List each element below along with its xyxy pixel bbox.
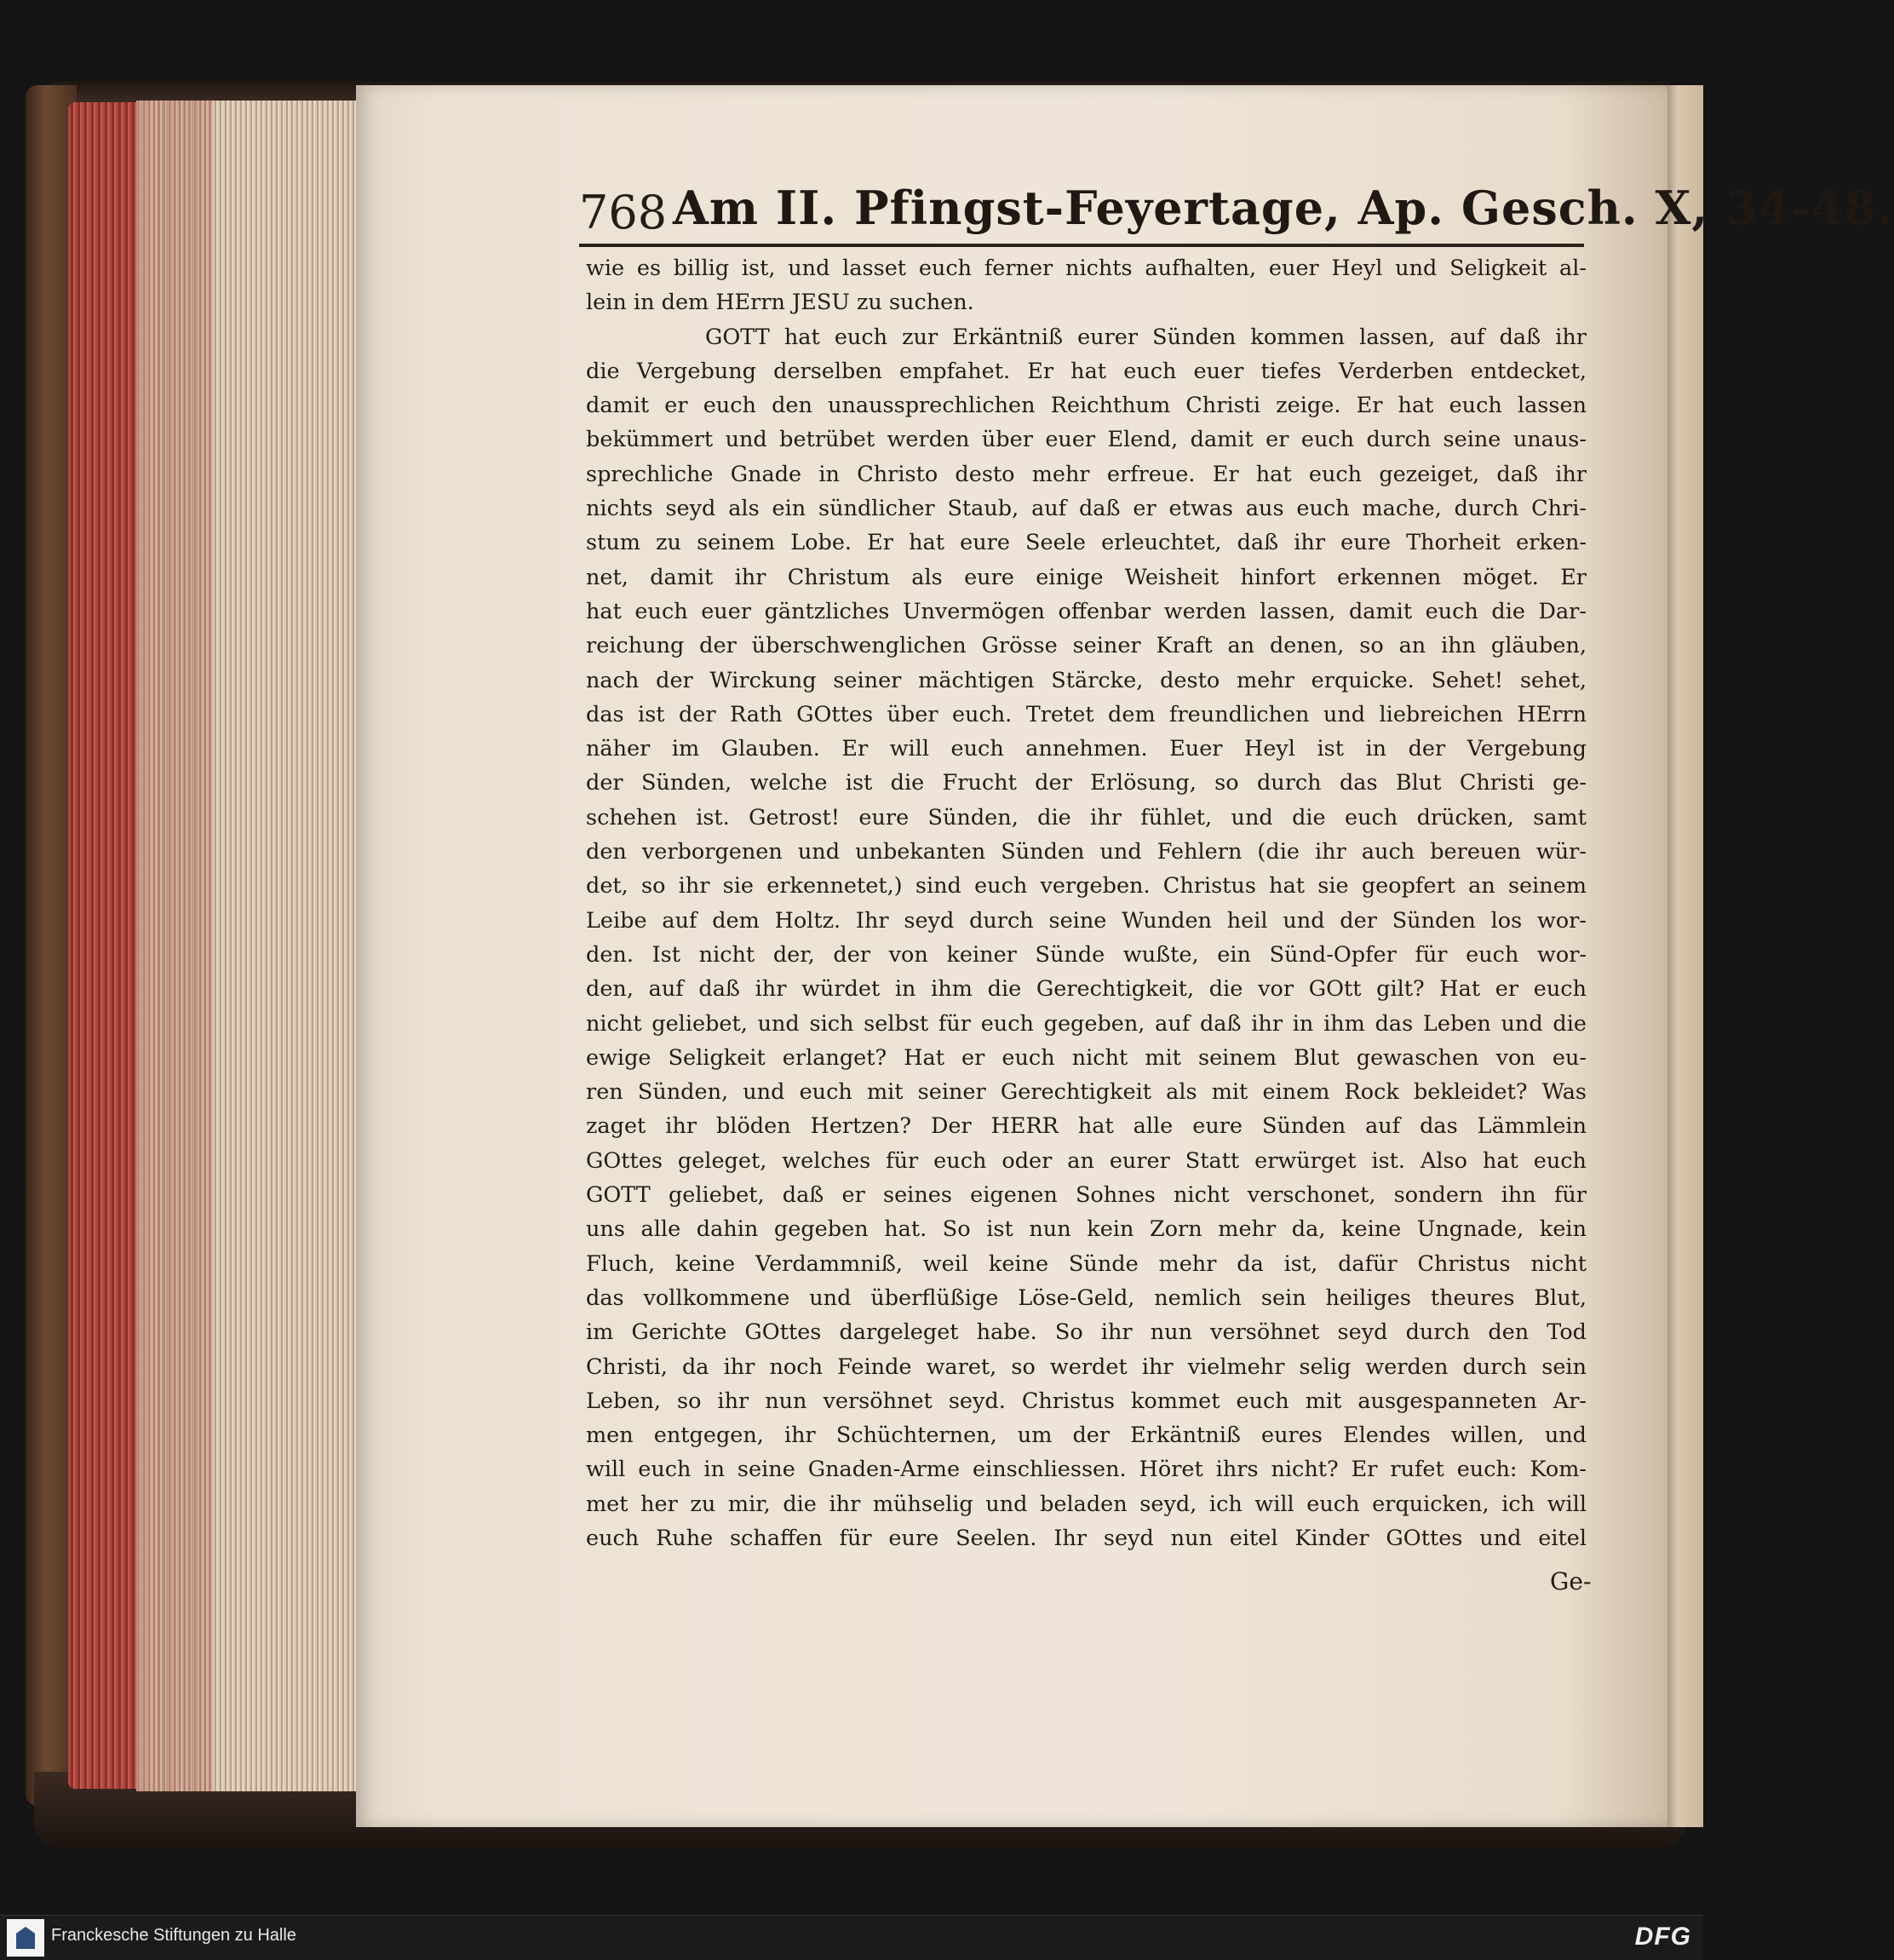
text-line: lein in dem HErrn JESU zu suchen. bbox=[586, 290, 974, 316]
text-line: schehen ist. Getrost! eure Sünden, die ihr fühlet, und die euch drücken, samt bbox=[586, 804, 1587, 831]
viewer-footer bbox=[0, 1915, 1703, 1960]
text-line: das vollkommene und überflüßige Löse-Geld, nemlich sein heiliges theures Blut, bbox=[586, 1285, 1587, 1311]
running-head bbox=[579, 179, 1894, 247]
text-line: ewige Seligkeit erlanget? Hat er euch nicht mit seinem Blut gewaschen von eu- bbox=[586, 1044, 1587, 1071]
text-line: GOTT geliebet, daß er seines eigenen Sohnes nicht verschonet, sondern ihn für bbox=[586, 1182, 1587, 1209]
dfg-logo[interactable]: DFG bbox=[1634, 1923, 1691, 1951]
text-line: bekümmert und betrübet werden über euer Elend, damit er euch durch seine unaus- bbox=[586, 427, 1587, 453]
text-line: ren Sünden, und euch mit seiner Gerechtigkeit als mit einem Rock bekleidet? Was bbox=[586, 1079, 1587, 1106]
text-line: det, so ihr sie erkennetet,) sind euch vergeben. Christus hat sie geopfert an seinem bbox=[586, 873, 1587, 900]
text-line: net, damit ihr Christum als eure einige Weisheit hinfort erkennen möget. Er bbox=[586, 564, 1587, 590]
building-icon bbox=[16, 1927, 35, 1949]
text-line: den verborgenen und unbekanten Sünden und Fehlern (die ihr auch bereuen wür- bbox=[586, 839, 1587, 865]
text-line: nichts seyd als ein sündlicher Staub, auf daß er etwas aus euch mache, durch Chri- bbox=[586, 496, 1587, 522]
text-line: im Gerichte GOttes dargeleget habe. So ihr nun versöhnet seyd durch den Tod bbox=[586, 1319, 1587, 1346]
text-line: GOttes geleget, welches für euch oder an eurer Statt erwürget ist. Also hat euch bbox=[586, 1147, 1587, 1174]
institution-logo[interactable] bbox=[7, 1919, 44, 1957]
body-text bbox=[586, 251, 1587, 1555]
text-line: met her zu mir, die ihr mühselig und beladen seyd, ich will euch erquicken, ich will bbox=[586, 1491, 1587, 1517]
text-line: hat euch euer gäntzliches Unvermögen offenbar werden lassen, damit euch die Dar- bbox=[586, 598, 1587, 624]
text-line: Fluch, keine Verdammniß, weil keine Sünde mehr da ist, dafür Christus nicht bbox=[586, 1250, 1587, 1277]
text-line: Leibe auf dem Holtz. Ihr seyd durch seine Wunden heil und der Sünden los wor- bbox=[586, 907, 1587, 934]
text-line: Christi, da ihr noch Feinde waret, so werdet ihr vielmehr selig werden durch sein bbox=[586, 1354, 1587, 1380]
catchword: Ge- bbox=[1550, 1567, 1592, 1595]
page-stack bbox=[136, 101, 358, 1791]
text-line: stum zu seinem Lobe. Er hat eure Seele erleuchtet, daß ihr eure Thorheit erken- bbox=[586, 530, 1587, 556]
text-line: der Sünden, welche ist die Frucht der Erlösung, so durch das Blut Christi ge- bbox=[586, 770, 1587, 796]
text-line: men entgegen, ihr Schüchternen, um der Erkäntniß eures Elendes willen, und bbox=[586, 1423, 1587, 1449]
text-line: den, auf daß ihr würdet in ihm die Gerechtigkeit, die vor GOtt gilt? Hat er euch bbox=[586, 976, 1587, 1003]
text-line: uns alle dahin gegeben hat. So ist nun kein Zorn mehr da, keine Ungnade, kein bbox=[586, 1216, 1587, 1243]
text-line: Leben, so ihr nun versöhnet seyd. Christus kommet euch mit ausgespanneten Ar- bbox=[586, 1388, 1587, 1414]
text-line: zaget ihr blöden Hertzen? Der HERR hat alle eure Sünden auf das Lämmlein bbox=[586, 1113, 1587, 1140]
text-line: näher im Glauben. Er will euch annehmen. Euer Heyl ist in der Vergebung bbox=[586, 736, 1587, 762]
text-line: nicht geliebet, und sich selbst für euch gegeben, auf daß ihr in ihm das Leben und die bbox=[586, 1010, 1587, 1037]
text-line: sprechliche Gnade in Christo desto mehr erfreue. Er hat euch gezeiget, daß ihr bbox=[586, 461, 1587, 487]
text-line: die Vergebung derselben empfahet. Er hat euch euer tiefes Verderben entdecket, bbox=[586, 358, 1587, 384]
text-line: nach der Wirckung seiner mächtigen Stärcke, desto mehr erquicke. Sehet! sehet, bbox=[586, 667, 1587, 693]
page-number: 768 bbox=[579, 186, 668, 239]
page-edges-red bbox=[68, 102, 145, 1789]
text-line: euch Ruhe schaffen für eure Seelen. Ihr seyd nun eitel Kinder GOttes und eitel bbox=[586, 1525, 1587, 1551]
text-line: damit er euch den unaussprechlichen Reichthum Christi zeige. Er hat euch lassen bbox=[586, 393, 1587, 419]
institution-name: Franckesche Stiftungen zu Halle bbox=[51, 1926, 296, 1945]
text-line: wie es billig ist, und lasset euch ferner nichts aufhalten, euer Heyl und Seligkeit al- bbox=[586, 256, 1587, 281]
text-line: den. Ist nicht der, der von keiner Sünde wußte, ein Sünd-Opfer für euch wor- bbox=[586, 941, 1587, 968]
text-line: GOTT hat euch zur Erkäntniß eurer Sünden kommen lassen, auf daß ihr bbox=[705, 324, 1587, 350]
text-line: will euch in seine Gnaden-Arme einschliessen. Höret ihrs nicht? Er rufet euch: Kom- bbox=[586, 1457, 1587, 1483]
text-line: das ist der Rath GOttes über euch. Tretet dem freundlichen und liebreichen HErrn bbox=[586, 701, 1587, 727]
text-line: reichung der überschwenglichen Grösse seiner Kraft an denen, so an ihn gläuben, bbox=[586, 633, 1587, 659]
running-title: Am II. Pfingst-Feyertage, Ap. Gesch. X, 34-48. bbox=[673, 181, 1894, 235]
